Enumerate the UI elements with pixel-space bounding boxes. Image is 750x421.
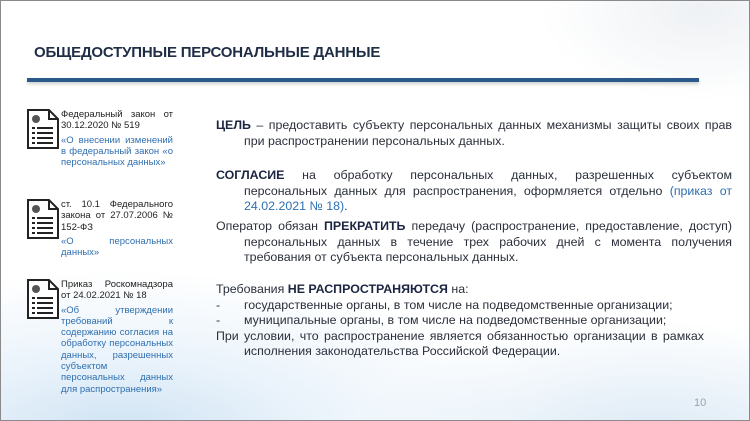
law-reference-link[interactable]: «О персональных данных» — [61, 235, 173, 259]
stop-pre: Оператор обязан — [216, 219, 325, 233]
consent-order-reference: (приказ от 24.02.2021 № 18) — [244, 183, 733, 213]
consent-keyword: СОГЛАСИЕ — [216, 168, 285, 182]
exclusions-condition: При условии, что распространение является обязанностью организации в рамках исполнения законодательства Российской Федерации. — [216, 328, 704, 358]
exclusions-post: на: — [447, 282, 469, 296]
law-reference-link[interactable]: «О внесении изменений в федеральный закон «о персональных данных» — [61, 134, 173, 169]
exclusions-pre: Требования — [216, 282, 288, 296]
document-icon — [27, 109, 59, 149]
law-title: Приказ Роскомнадзора от 24.02.2021 № 18 — [61, 279, 173, 302]
dash-bullet: - — [216, 297, 221, 312]
goal-keyword: ЦЕЛЬ — [216, 118, 251, 132]
document-icon — [27, 279, 59, 319]
goal-text: – предоставить субъекту персональных данных механизмы защиты своих прав при распространении персональных данных. — [244, 118, 732, 148]
goal-paragraph — [216, 118, 732, 149]
exclusion-item — [216, 298, 704, 314]
exclusions-keyword: НЕ РАСПРОСТРАНЯЮТСЯ — [287, 282, 448, 296]
consent-end: . — [344, 199, 348, 213]
law-title: ст. 10.1 Федерального закона от 27.07.2006 № 152-ФЗ — [61, 199, 173, 233]
slide-title: ОБЩЕДОСТУПНЫЕ ПЕРСОНАЛЬНЫЕ ДАННЫЕ — [34, 44, 381, 61]
dash-bullet: - — [216, 313, 221, 327]
exclusion-item — [216, 313, 704, 329]
exclusion-text: государственные органы, в том числе на подведомственные организации; — [244, 297, 673, 312]
document-icon — [27, 199, 59, 239]
exclusion-text: муниципальные органы, в том числе на подведомственные организации; — [244, 313, 667, 327]
law-title: Федеральный закон от 30.12.2020 № 519 — [61, 109, 173, 132]
stop-keyword: ПРЕКРАТИТЬ — [324, 219, 406, 233]
consent-paragraph — [216, 168, 732, 215]
page-number: 10 — [694, 397, 707, 409]
title-divider — [27, 78, 699, 82]
stop-text: передачу (распространение, предоставление, доступ) персональных данных в течение трех рабочих дней с момента получения требования от субъекта персональных данных. — [244, 219, 732, 264]
consent-text: на обработку персональных данных, разрешенных субъектом персональных данных для распространения, оформляется отдельно — [244, 168, 732, 198]
exclusions-block — [216, 282, 704, 360]
stop-paragraph — [216, 219, 732, 266]
law-reference-link[interactable]: «Об утверждении требований к содержанию согласия на обработку персональных данных, разрешенных субъектом персональных данных для распространения» — [61, 304, 173, 395]
